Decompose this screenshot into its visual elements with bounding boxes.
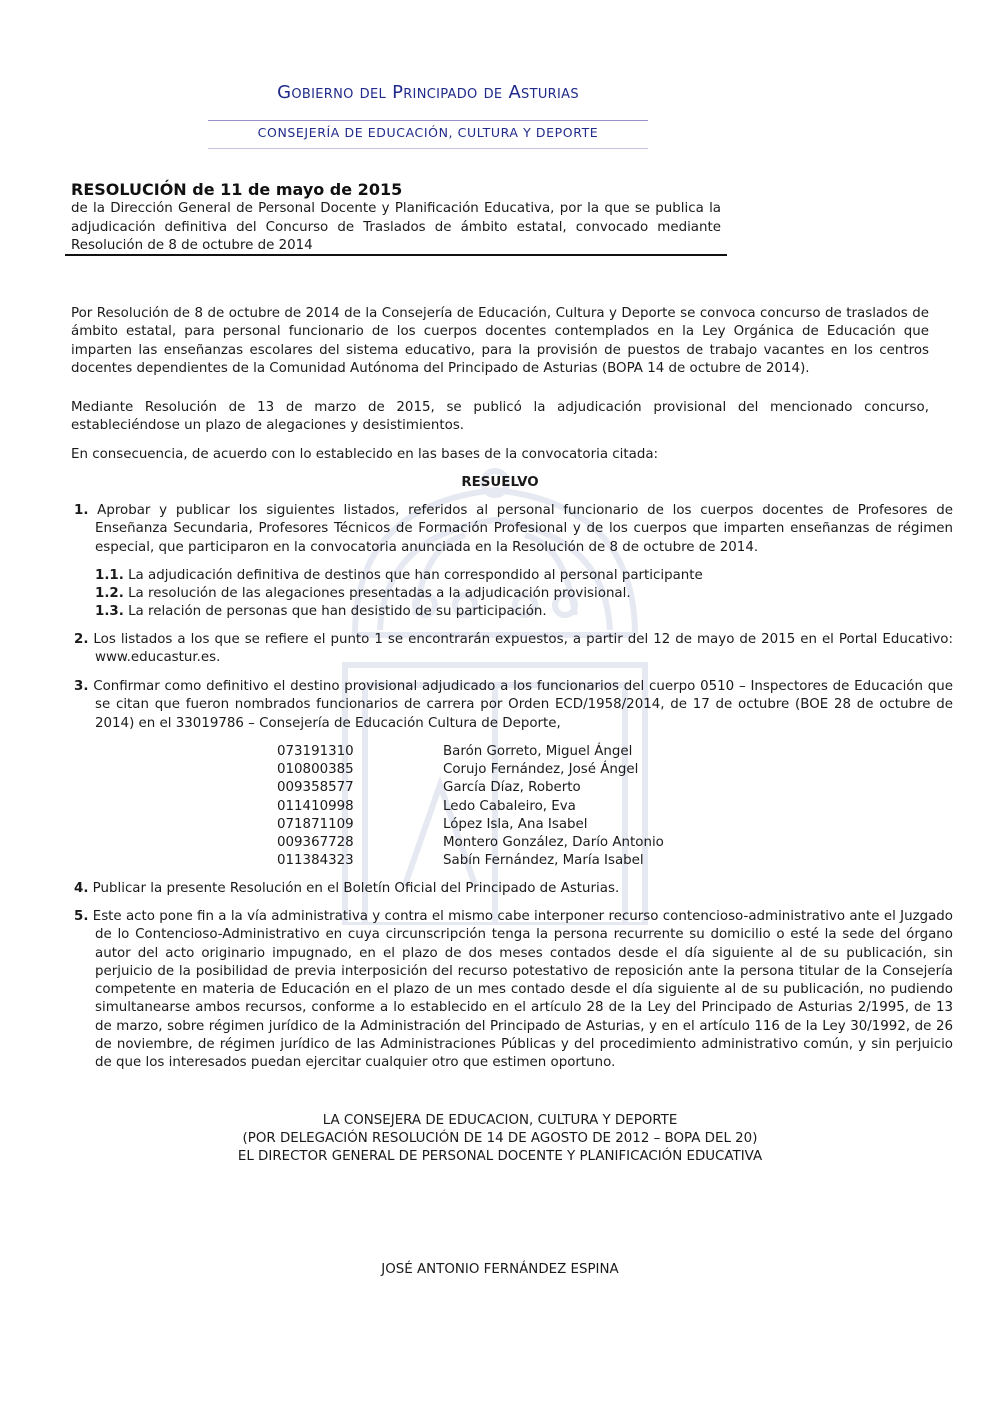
resolution-subitem (95, 603, 925, 621)
inspector-code: 009358577 (277, 780, 354, 796)
inspector-name: Barón Gorreto, Miguel Ángel (443, 744, 633, 759)
inspectors-table (277, 743, 743, 870)
inspector-name: López Isla, Ana Isabel (443, 816, 588, 832)
resolution-rule (65, 254, 727, 256)
subitem-text: La resolución de las alegaciones presentadas a la adjudicación provisional. (128, 586, 631, 601)
header-rule-top (208, 120, 648, 121)
item-number: 1. (74, 503, 89, 518)
table-row (277, 779, 743, 797)
item-text: Confirmar como definitivo el destino provisional adjudicado a los funcionarios del cuerpo 0510 – Inspectores de Educación que se citan que fueron nombrados funcionarios de carrera por Orden ECD/1958/2014, de 17 de octubre (BOE 28 de octubre de 2014) en el 33019786 – Consejería de Educación Cultura de Deporte, (93, 679, 953, 731)
subitem-number: 1.1. (95, 568, 124, 583)
table-row (277, 834, 743, 852)
table-row (277, 852, 743, 870)
inspector-code: 073191310 (277, 744, 354, 759)
resolution-item (71, 631, 953, 668)
inspector-code: 011384323 (277, 853, 354, 869)
inspector-code: 010800385 (277, 762, 354, 778)
signature-line: EL DIRECTOR GENERAL DE PERSONAL DOCENTE Y PLANIFICACIÓN EDUCATIVA (237, 1149, 763, 1164)
resolution-item (71, 880, 953, 898)
signer-name: JOSÉ ANTONIO FERNÁNDEZ ESPINA (381, 1262, 619, 1277)
preamble-paragraph: Mediante Resolución de 13 de marzo de 2015, se publicó la adjudicación provisional del mencionado concurso, estableciéndose un plazo de alegaciones y desistimientos. (71, 400, 929, 434)
subitem-number: 1.2. (95, 586, 124, 601)
department-header: CONSEJERÍA DE EDUCACIÓN, CULTURA Y DEPORTE (257, 125, 599, 140)
preamble-paragraph: En consecuencia, de acuerdo con lo establecido en las bases de la convocatoria citada: (71, 447, 659, 462)
resolution-item (71, 502, 953, 557)
resolution-subitem (95, 585, 925, 603)
signature-line: LA CONSEJERA DE EDUCACION, CULTURA Y DEPORTE (322, 1113, 678, 1128)
subitem-text: La adjudicación definitiva de destinos que han correspondido al personal participante (128, 568, 703, 583)
preamble-paragraph: Por Resolución de 8 de octubre de 2014 de la Consejería de Educación, Cultura y Deporte se convoca concurso de traslados de ámbito estatal, para personal funcionario de los cuerpos docentes contemplados en la Ley Orgánica de Educación que imparten las enseñanzas escolares del sistema educativo, para la provisión de puestos de trabajo vacantes en los centros docentes dependientes de la Comunidad Autónoma del Principado de Asturias (BOPA 14 de octubre de 2014). (71, 306, 929, 376)
government-header: Gobierno del Principado de Asturias (277, 82, 579, 103)
table-row (277, 743, 743, 761)
inspector-name: Montero González, Darío Antonio (443, 834, 664, 850)
resolution-description: de la Dirección General de Personal Docente y Planificación Educativa, por la que se publica la adjudicación definitiva del Concurso de Traslados de ámbito estatal, convocado mediante Resolución de 8 de octubre de 2014 (71, 201, 721, 253)
resolution-item (71, 908, 953, 1073)
item-number: 3. (74, 679, 89, 694)
signature-line: (POR DELEGACIÓN RESOLUCIÓN DE 14 DE AGOSTO DE 2012 – BOPA DEL 20) (242, 1131, 758, 1146)
resolution-title: RESOLUCIÓN de 11 de mayo de 2015 (71, 180, 403, 199)
table-row (277, 798, 743, 816)
inspector-name: Corujo Fernández, José Ángel (443, 762, 639, 778)
resolution-item (71, 678, 953, 733)
item-number: 2. (74, 632, 89, 647)
item-number: 4. (74, 881, 89, 896)
subitem-text: La relación de personas que han desistido de su participación. (128, 604, 547, 619)
item-number: 5. (74, 909, 89, 924)
item-text: Este acto pone fin a la vía administrativa y contra el mismo cabe interponer recurso contencioso-administrativo ante el Juzgado de lo Contencioso-Administrativo en cuya circunscripción tenga la persona recurrente su domicilio o esté la sede del órgano autor del acto originario impugnado, en el plazo de dos meses contados desde el día siguiente al de su publicación, sin perjuicio de la posibilidad de previa interposición del recurso potestativo de reposición ante la persona titular de la Consejería competente en materia de Educación en el plazo de un mes contado desde el día siguiente al de su publicación, no pudiendo simultanearse ambos recursos, conforme a lo establecido en el artículo 28 de la Ley del Principado de Asturias 2/1995, de 13 de marzo, sobre régimen jurídico de la Administración del Principado de Asturias, y en el artículo 116 de la Ley 30/1992, de 26 de noviembre, de régimen jurídico de las Administraciones Públicas y del procedimiento administrativo común, y sin perjuicio de que los interesados puedan ejercitar cualquier otro que estimen oportuno. (92, 909, 953, 1071)
inspector-name: Sabín Fernández, María Isabel (443, 853, 644, 869)
table-row (277, 816, 743, 834)
resolution-subitem (95, 567, 925, 585)
item-text: Publicar la presente Resolución en el Boletín Oficial del Principado de Asturias. (92, 881, 620, 896)
inspector-name: Ledo Cabaleiro, Eva (443, 798, 576, 814)
item-text: Los listados a los que se refiere el punto 1 se encontrarán expuestos, a partir del 12 de mayo de 2015 en el Portal Educativo: www.educastur.es. (93, 632, 953, 666)
table-row (277, 761, 743, 779)
inspector-name: García Díaz, Roberto (443, 780, 581, 796)
header-rule-bottom (208, 148, 648, 149)
inspector-code: 009367728 (277, 834, 354, 850)
inspector-code: 011410998 (277, 798, 354, 814)
item-text: Aprobar y publicar los siguientes listados, referidos al personal funcionario de los cuerpos docentes de Profesores de Enseñanza Secundaria, Profesores Técnicos de Formación Profesional y de los cuerpos que imparten enseñanzas de régimen especial, que participaron en la convocatoria anunciada en la Resolución de 8 de octubre de 2014. (95, 503, 953, 555)
inspector-code: 071871109 (277, 816, 354, 832)
resuelvo-heading: RESUELVO (461, 475, 539, 490)
subitem-number: 1.3. (95, 604, 124, 619)
